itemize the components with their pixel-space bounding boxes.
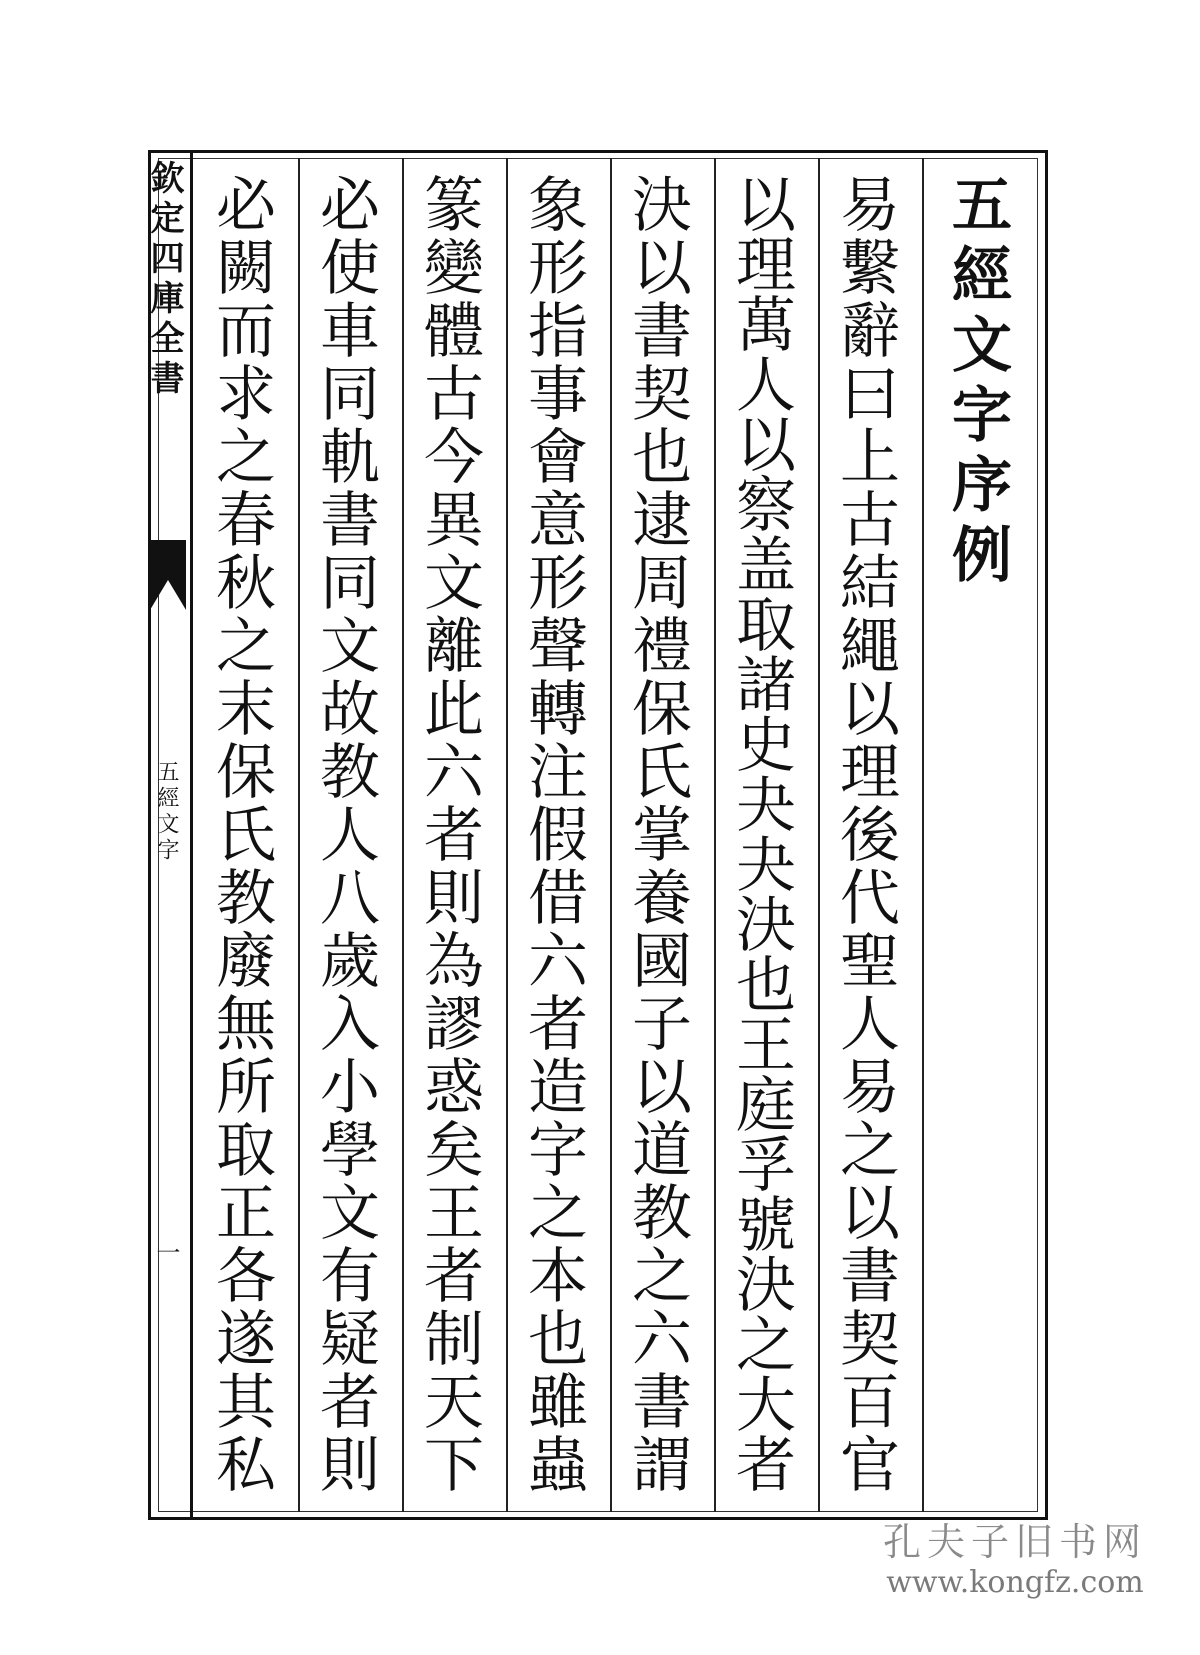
glyph: 國 [632, 927, 692, 997]
glyph: 史 [736, 711, 796, 781]
glyph: 之 [736, 1311, 796, 1381]
glyph: 者 [424, 1242, 484, 1312]
glyph: 字 [952, 381, 1012, 451]
glyph: 篆 [424, 171, 484, 241]
glyph: 教 [216, 864, 276, 934]
glyph: 決 [736, 891, 796, 961]
glyph: 書 [840, 1242, 900, 1312]
glyph: 之 [632, 1242, 692, 1312]
glyph: 也 [736, 951, 796, 1021]
glyph: 以 [736, 171, 796, 241]
glyph: 文 [320, 1179, 380, 1249]
glyph: 諸 [736, 651, 796, 721]
glyph: 雖 [528, 1368, 588, 1438]
glyph: 之 [216, 612, 276, 682]
glyph: 決 [632, 171, 692, 241]
glyph: 人 [320, 801, 380, 871]
glyph: 萬 [736, 291, 796, 361]
glyph: 六 [528, 927, 588, 997]
glyph: 謬 [424, 990, 484, 1060]
glyph: 養 [632, 864, 692, 934]
glyph: 謂 [632, 1431, 692, 1501]
glyph: 矣 [424, 1116, 484, 1186]
glyph: 人 [736, 351, 796, 421]
glyph: 之 [840, 1116, 900, 1186]
glyph: 形 [528, 549, 588, 619]
glyph: 官 [840, 1431, 900, 1501]
glyph: 造 [528, 1053, 588, 1123]
glyph: 以 [632, 1053, 692, 1123]
glyph: 惑 [424, 1053, 484, 1123]
glyph: 教 [632, 1179, 692, 1249]
glyph: 同 [320, 549, 380, 619]
glyph: 理 [736, 231, 796, 301]
glyph: 結 [840, 549, 900, 619]
glyph: 逮 [632, 486, 692, 556]
glyph: 後 [840, 801, 900, 871]
glyph: 無 [216, 990, 276, 1060]
glyph: 必 [216, 171, 276, 241]
margin-chapter-title: 五經文字 [154, 760, 179, 864]
glyph: 則 [320, 1431, 380, 1501]
watermark-name: 孔夫子旧书网 [882, 1520, 1147, 1564]
glyph: 遂 [216, 1305, 276, 1375]
glyph: 字 [528, 1116, 588, 1186]
glyph: 契 [632, 360, 692, 430]
glyph: 五 [952, 171, 1012, 241]
glyph: 故 [320, 675, 380, 745]
glyph: 人 [840, 990, 900, 1060]
glyph: 周 [632, 549, 692, 619]
glyph: 子 [632, 990, 692, 1060]
glyph: 序 [952, 451, 1012, 521]
margin-book-title: 欽定四庫全書 [144, 160, 184, 400]
watermark [850, 1520, 1180, 1602]
glyph: 聲 [528, 612, 588, 682]
glyph: 保 [216, 738, 276, 808]
glyph: 禮 [632, 612, 692, 682]
glyph: 決 [736, 1251, 796, 1321]
glyph: 指 [528, 297, 588, 367]
glyph: 文 [424, 549, 484, 619]
glyph: 王 [424, 1179, 484, 1249]
glyph: 末 [216, 675, 276, 745]
glyph: 小 [320, 1053, 380, 1123]
glyph: 古 [424, 360, 484, 430]
glyph: 形 [528, 234, 588, 304]
glyph: 事 [528, 360, 588, 430]
glyph: 使 [320, 234, 380, 304]
glyph: 例 [952, 521, 1012, 591]
glyph: 文 [952, 311, 1012, 381]
glyph: 辭 [840, 297, 900, 367]
glyph: 者 [528, 990, 588, 1060]
text-column-2 [714, 171, 818, 1501]
glyph: 易 [840, 171, 900, 241]
glyph: 者 [736, 1431, 796, 1501]
glyph: 易 [840, 1053, 900, 1123]
glyph: 號 [736, 1191, 796, 1261]
glyph: 而 [216, 297, 276, 367]
glyph: 制 [424, 1305, 484, 1375]
glyph: 轉 [528, 675, 588, 745]
glyph: 春 [216, 486, 276, 556]
glyph: 象 [528, 171, 588, 241]
glyph: 保 [632, 675, 692, 745]
text-column-4 [506, 171, 610, 1501]
glyph: 者 [424, 801, 484, 871]
margin-divider [190, 150, 193, 1520]
glyph: 察 [736, 471, 796, 541]
glyph: 以 [840, 675, 900, 745]
glyph: 變 [424, 234, 484, 304]
glyph: 六 [424, 738, 484, 808]
watermark-url: www.kongfz.com [886, 1565, 1144, 1600]
glyph: 本 [528, 1242, 588, 1312]
margin-page-number: 一 [152, 1240, 180, 1264]
glyph: 車 [320, 297, 380, 367]
glyph: 必 [320, 171, 380, 241]
glyph: 以 [632, 234, 692, 304]
glyph: 離 [424, 612, 484, 682]
glyph: 其 [216, 1368, 276, 1438]
glyph: 體 [424, 297, 484, 367]
glyph: 廢 [216, 927, 276, 997]
glyph: 秋 [216, 549, 276, 619]
glyph: 取 [736, 591, 796, 661]
text-column-6 [298, 171, 402, 1501]
glyph: 假 [528, 801, 588, 871]
fish-tail-ornament-icon [150, 540, 186, 610]
glyph: 蟲 [528, 1431, 588, 1501]
glyph: 經 [952, 241, 1012, 311]
glyph: 代 [840, 864, 900, 934]
glyph: 學 [320, 1116, 380, 1186]
glyph: 曰 [840, 360, 900, 430]
glyph: 也 [632, 423, 692, 493]
glyph: 借 [528, 864, 588, 934]
glyph: 疑 [320, 1305, 380, 1375]
glyph: 私 [216, 1431, 276, 1501]
text-column-1 [818, 171, 922, 1501]
glyph: 繩 [840, 612, 900, 682]
glyph: 闕 [216, 234, 276, 304]
glyph: 歲 [320, 927, 380, 997]
glyph: 此 [424, 675, 484, 745]
glyph: 掌 [632, 801, 692, 871]
glyph: 同 [320, 360, 380, 430]
glyph: 意 [528, 486, 588, 556]
glyph: 盖 [736, 531, 796, 601]
glyph: 六 [632, 1305, 692, 1375]
glyph: 天 [424, 1368, 484, 1438]
glyph: 八 [320, 864, 380, 934]
glyph: 氏 [632, 738, 692, 808]
glyph: 軌 [320, 423, 380, 493]
text-columns [194, 158, 1036, 1512]
text-column-7 [194, 171, 298, 1501]
glyph: 之 [216, 423, 276, 493]
glyph: 書 [632, 297, 692, 367]
glyph: 則 [424, 864, 484, 934]
glyph: 之 [528, 1179, 588, 1249]
glyph: 各 [216, 1242, 276, 1312]
glyph: 文 [320, 612, 380, 682]
glyph: 繫 [840, 234, 900, 304]
glyph: 聖 [840, 927, 900, 997]
glyph: 以 [840, 1179, 900, 1249]
glyph: 契 [840, 1305, 900, 1375]
column-rule [922, 158, 924, 1512]
glyph: 理 [840, 738, 900, 808]
glyph: 教 [320, 738, 380, 808]
title-column [930, 171, 1034, 1496]
glyph: 正 [216, 1179, 276, 1249]
glyph: 王 [736, 1011, 796, 1081]
glyph: 夬 [736, 771, 796, 841]
glyph: 孚 [736, 1131, 796, 1201]
glyph: 求 [216, 360, 276, 430]
glyph: 百 [840, 1368, 900, 1438]
glyph: 會 [528, 423, 588, 493]
glyph: 異 [424, 486, 484, 556]
glyph: 下 [424, 1431, 484, 1501]
glyph: 書 [320, 486, 380, 556]
glyph: 有 [320, 1242, 380, 1312]
glyph: 注 [528, 738, 588, 808]
glyph: 入 [320, 990, 380, 1060]
glyph: 也 [528, 1305, 588, 1375]
glyph: 夬 [736, 831, 796, 901]
glyph: 者 [320, 1368, 380, 1438]
glyph: 所 [216, 1053, 276, 1123]
glyph: 以 [736, 411, 796, 481]
text-column-5 [402, 171, 506, 1501]
glyph: 為 [424, 927, 484, 997]
glyph: 上 [840, 423, 900, 493]
glyph: 氏 [216, 801, 276, 871]
text-column-3 [610, 171, 714, 1501]
glyph: 大 [736, 1371, 796, 1441]
glyph: 取 [216, 1116, 276, 1186]
glyph: 書 [632, 1368, 692, 1438]
glyph: 庭 [736, 1071, 796, 1141]
glyph: 道 [632, 1116, 692, 1186]
glyph: 今 [424, 423, 484, 493]
glyph: 古 [840, 486, 900, 556]
